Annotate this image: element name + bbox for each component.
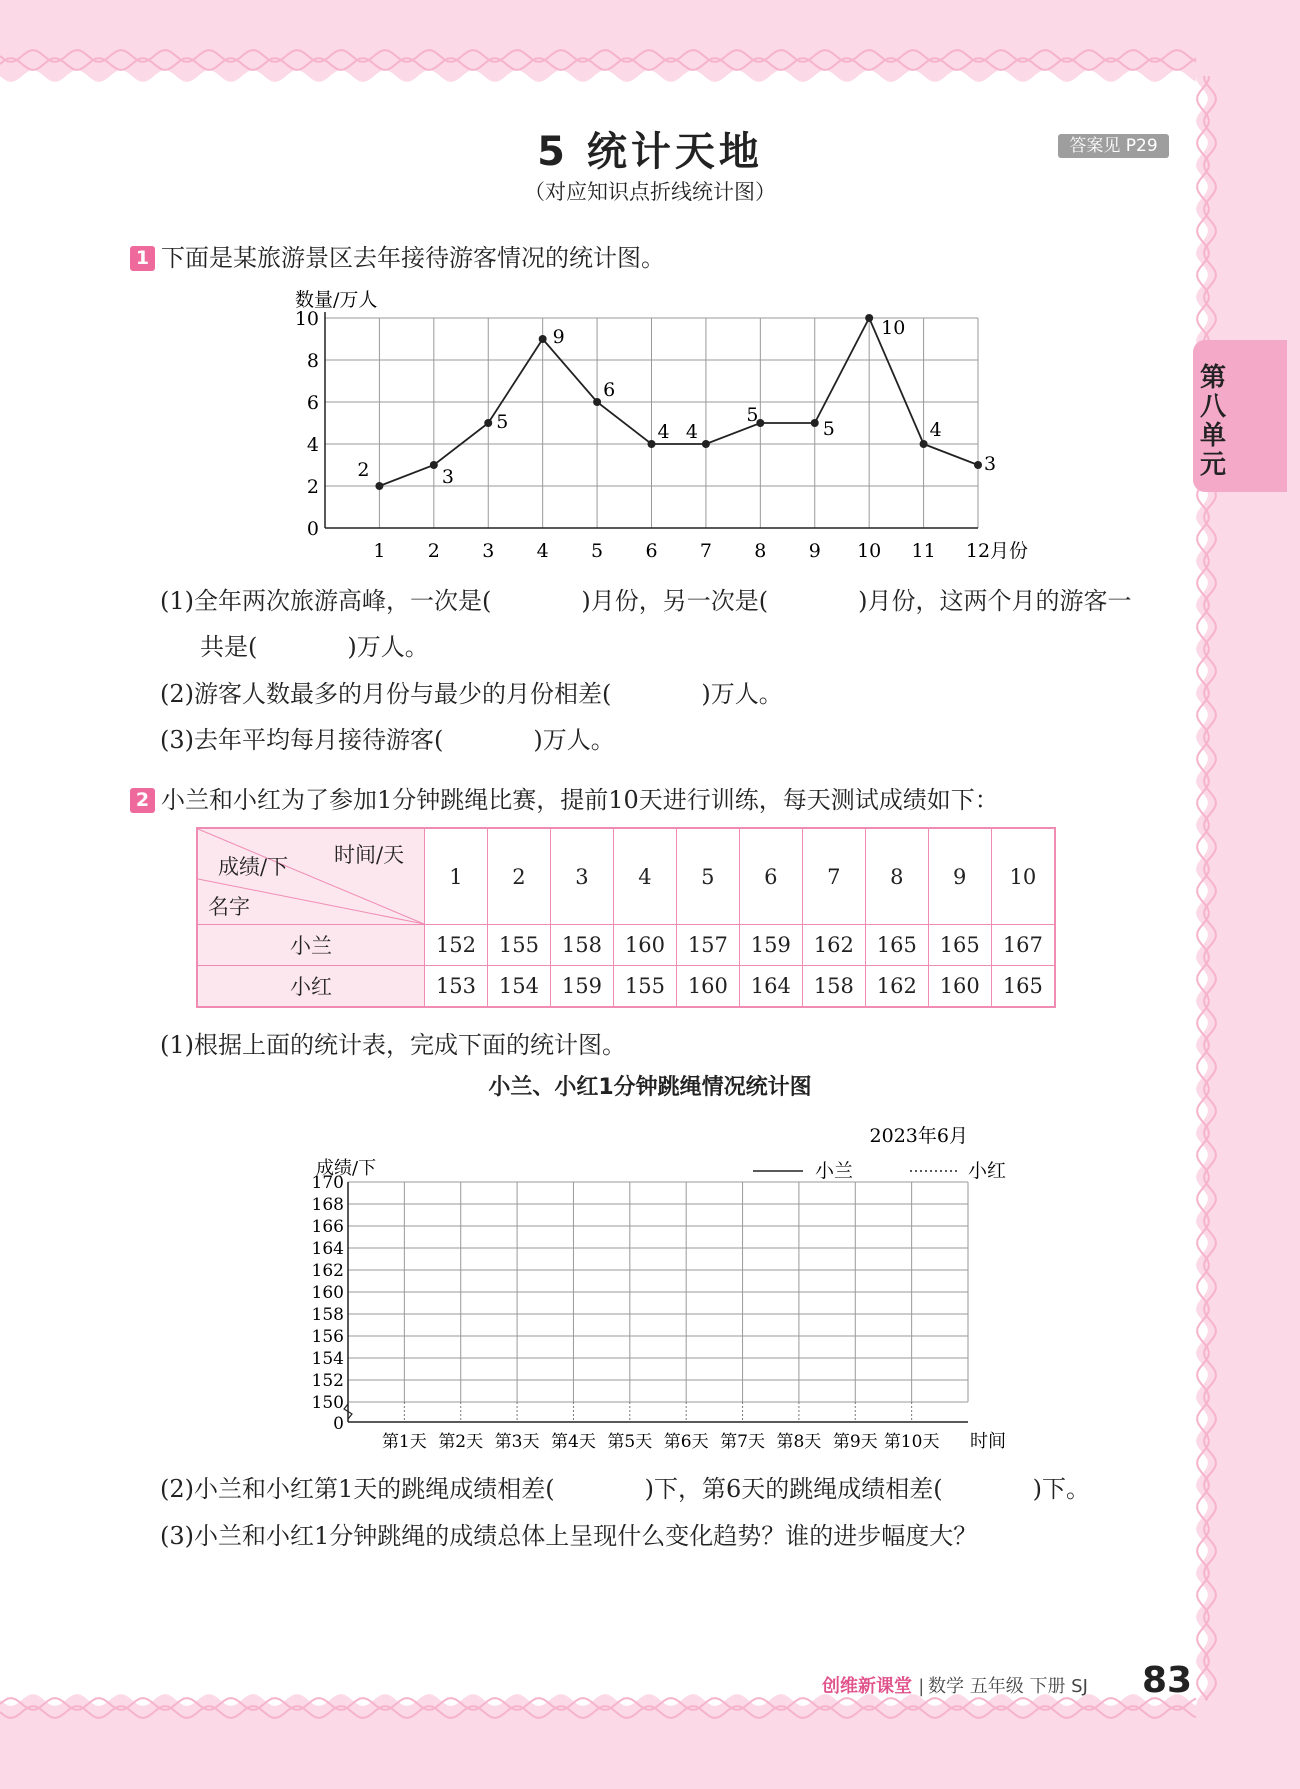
data-point — [430, 461, 438, 469]
y-tick-label: 166 — [311, 1217, 344, 1237]
chart-2-title: 小兰、小红1分钟跳绳情况统计图 — [488, 1075, 812, 1100]
row-name: 小兰 — [197, 925, 425, 966]
jump-rope-blank-chart — [300, 1112, 1020, 1452]
x-tick-label: 3 — [482, 540, 495, 562]
data-label: 4 — [685, 421, 699, 443]
data-label: 9 — [552, 326, 565, 348]
x-tick-label: 8 — [754, 540, 767, 562]
day-header: 6 — [739, 828, 802, 925]
y-tick-label: 152 — [311, 1371, 344, 1391]
legend-label: 小兰 — [815, 1160, 854, 1182]
table-row — [197, 925, 1055, 966]
score-cell: 153 — [425, 966, 488, 1007]
y-tick-label: 150 — [311, 1393, 344, 1413]
corner-header-time: 时间/天 — [334, 843, 405, 867]
question-1-sub3: (3)去年平均每月接待游客( )万人。 — [160, 726, 615, 754]
x-tick-label: 第10天 — [883, 1432, 940, 1452]
corner-header-name: 名字 — [208, 895, 250, 919]
score-cell: 158 — [550, 925, 613, 966]
jump-rope-table — [196, 827, 1056, 1008]
day-header: 10 — [991, 828, 1055, 925]
day-header: 1 — [425, 828, 488, 925]
x-tick-label: 1 — [373, 540, 386, 562]
x-axis-label: 时间 — [970, 1431, 1006, 1452]
score-cell: 155 — [613, 966, 676, 1007]
y-tick-label: 160 — [311, 1283, 344, 1303]
data-point — [648, 440, 656, 448]
question-number-badge: 1 — [130, 246, 155, 271]
question-2-sub1: (1)根据上面的统计表，完成下面的统计图。 — [160, 1031, 626, 1059]
x-tick-label: 第8天 — [776, 1432, 822, 1452]
data-point — [702, 440, 710, 448]
question-2-text: 小兰和小红为了参加1分钟跳绳比赛，提前10天进行训练，每天测试成绩如下： — [161, 786, 999, 814]
row-name: 小红 — [197, 966, 425, 1007]
y-tick-label: 0 — [333, 1414, 344, 1434]
data-point — [865, 314, 873, 322]
data-label: 6 — [603, 379, 616, 401]
y-tick-label: 156 — [311, 1327, 344, 1347]
data-point — [539, 335, 547, 343]
x-tick-label: 第2天 — [438, 1432, 484, 1452]
score-cell: 165 — [865, 925, 928, 966]
x-tick-label: 第1天 — [381, 1432, 427, 1452]
page-title: 5 统计天地 — [537, 129, 763, 175]
answer-reference-badge: 答案见 P29 — [1058, 134, 1169, 158]
x-tick-label: 4 — [536, 540, 549, 562]
x-tick-label: 第7天 — [720, 1432, 765, 1452]
y-tick-label: 8 — [306, 350, 319, 372]
x-axis-label: 月份 — [990, 540, 1029, 562]
question-number-badge: 2 — [130, 788, 155, 813]
page-number: 83 — [1142, 1660, 1193, 1701]
corner-header-score: 成绩/下 — [218, 855, 289, 879]
y-tick-label: 4 — [306, 434, 319, 456]
x-tick-label: 12 — [965, 540, 991, 562]
y-tick-label: 168 — [311, 1195, 344, 1215]
x-tick-label: 11 — [911, 540, 936, 562]
question-1-sub1-cont: 共是( )万人。 — [200, 633, 429, 661]
x-tick-label: 2 — [427, 540, 440, 562]
data-label: 5 — [746, 404, 759, 426]
data-label: 3 — [984, 453, 997, 475]
y-axis-label: 数量/万人 — [295, 289, 378, 311]
data-label: 3 — [441, 466, 454, 488]
x-tick-label: 6 — [645, 540, 658, 562]
score-cell: 155 — [487, 925, 550, 966]
y-tick-label: 6 — [306, 392, 319, 414]
data-label: 2 — [357, 459, 370, 481]
score-cell: 157 — [676, 925, 739, 966]
data-point — [920, 440, 928, 448]
score-cell: 158 — [802, 966, 865, 1007]
y-tick-label: 154 — [311, 1349, 344, 1369]
x-tick-label: 第3天 — [494, 1432, 540, 1452]
question-1 — [130, 238, 665, 273]
data-label: 5 — [822, 418, 835, 440]
score-cell: 167 — [991, 925, 1055, 966]
y-tick-label: 170 — [311, 1173, 344, 1193]
score-cell: 160 — [613, 925, 676, 966]
legend-label: 小红 — [968, 1160, 1007, 1182]
x-tick-label: 第6天 — [663, 1432, 709, 1452]
data-label: 10 — [881, 317, 906, 339]
score-cell: 162 — [865, 966, 928, 1007]
y-tick-label: 158 — [311, 1305, 344, 1325]
day-header: 9 — [928, 828, 991, 925]
question-2-sub2: (2)小兰和小红第1天的跳绳成绩相差( )下，第6天的跳绳成绩相差( )下。 — [160, 1475, 1091, 1503]
x-tick-label: 9 — [808, 540, 821, 562]
data-label: 5 — [496, 411, 509, 433]
data-point — [375, 482, 383, 490]
x-tick-label: 第4天 — [551, 1432, 596, 1452]
day-header: 4 — [613, 828, 676, 925]
score-cell: 154 — [487, 966, 550, 1007]
question-1-text: 下面是某旅游景区去年接待游客情况的统计图。 — [161, 244, 665, 272]
x-tick-label: 5 — [591, 540, 604, 562]
data-point — [593, 398, 601, 406]
day-header: 3 — [550, 828, 613, 925]
table-row — [197, 966, 1055, 1007]
day-header: 2 — [487, 828, 550, 925]
y-tick-label: 2 — [306, 476, 319, 498]
y-tick-label: 162 — [311, 1261, 344, 1281]
data-point — [484, 419, 492, 427]
table-corner-cell — [197, 828, 425, 925]
question-2 — [130, 780, 999, 815]
score-cell: 165 — [991, 966, 1055, 1007]
y-axis-label: 成绩/下 — [316, 1158, 377, 1179]
tourist-line-chart — [280, 282, 1029, 564]
score-cell: 152 — [425, 925, 488, 966]
question-1-sub2: (2)游客人数最多的月份与最少的月份相差( )万人。 — [160, 680, 783, 708]
x-tick-label: 10 — [857, 540, 882, 562]
day-header: 8 — [865, 828, 928, 925]
score-cell: 162 — [802, 925, 865, 966]
score-cell: 160 — [928, 966, 991, 1007]
x-tick-label: 第9天 — [832, 1432, 878, 1452]
y-tick-label: 10 — [294, 308, 319, 330]
data-point — [974, 461, 982, 469]
unit-side-tab-label: 第八单元 — [1200, 363, 1227, 480]
score-cell: 165 — [928, 925, 991, 966]
score-cell: 160 — [676, 966, 739, 1007]
page-subtitle: （对应知识点折线统计图） — [524, 180, 776, 204]
data-point — [811, 419, 819, 427]
chart-date: 2023年6月 — [869, 1125, 968, 1147]
score-cell: 159 — [550, 966, 613, 1007]
question-2-sub3: (3)小兰和小红1分钟跳绳的成绩总体上呈现什么变化趋势？谁的进步幅度大？ — [160, 1522, 978, 1550]
y-tick-label: 164 — [311, 1239, 344, 1259]
x-tick-label: 7 — [699, 540, 712, 562]
footer-book-info: 数学 五年级 下册 SJ — [928, 1676, 1088, 1697]
y-tick-label: 0 — [306, 518, 319, 540]
score-cell: 164 — [739, 966, 802, 1007]
x-tick-label: 第5天 — [607, 1432, 653, 1452]
day-header: 7 — [802, 828, 865, 925]
data-label: 4 — [929, 419, 942, 441]
data-label: 4 — [657, 421, 670, 443]
score-cell: 159 — [739, 925, 802, 966]
footer-brand: 创维新课堂 | — [822, 1676, 925, 1697]
question-1-sub1: (1)全年两次旅游高峰，一次是( )月份，另一次是( )月份，这两个月的游客一 — [160, 587, 1132, 615]
day-header: 5 — [676, 828, 739, 925]
